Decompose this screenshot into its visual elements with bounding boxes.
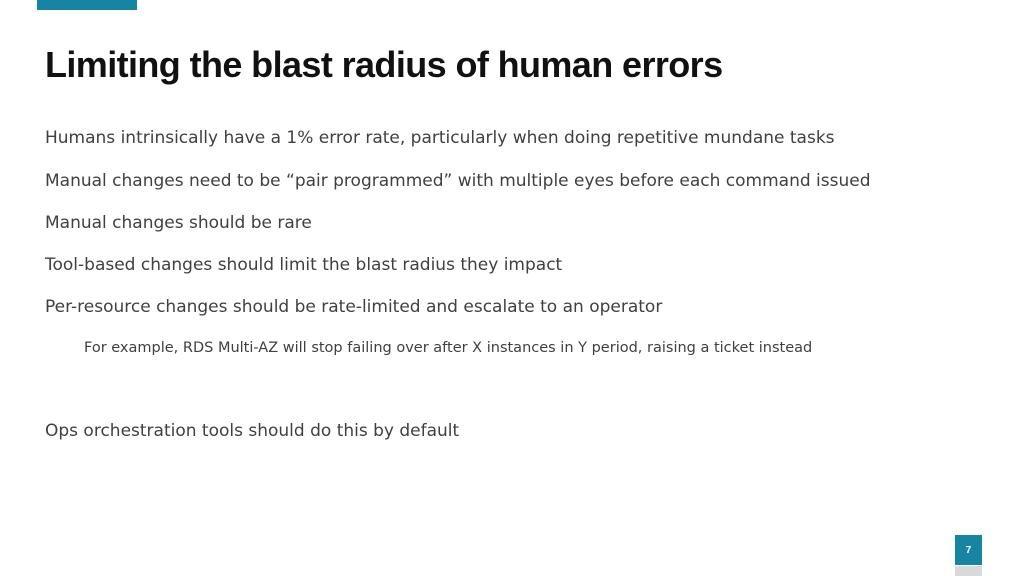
page-number: 7: [965, 544, 972, 556]
sub-bullet-item: For example, RDS Multi-AZ will stop failing over after X instances in Y period, raising a ticket instead: [84, 340, 813, 356]
top-accent-bar: [37, 0, 137, 10]
slide-title: Limiting the blast radius of human errors: [45, 44, 723, 85]
bullet-item: Manual changes need to be “pair programmed” with multiple eyes before each command issued: [45, 171, 871, 191]
bullet-item: Per-resource changes should be rate-limited and escalate to an operator: [45, 297, 663, 317]
bullet-item: Tool-based changes should limit the blast radius they impact: [45, 255, 563, 275]
bullet-item: Manual changes should be rare: [45, 213, 312, 233]
bullet-item: Humans intrinsically have a 1% error rate, particularly when doing repetitive mundane tasks: [45, 128, 835, 148]
bullet-item: Ops orchestration tools should do this by default: [45, 421, 460, 441]
page-number-badge: [955, 535, 982, 565]
page-number-footer-bar: [955, 566, 982, 576]
